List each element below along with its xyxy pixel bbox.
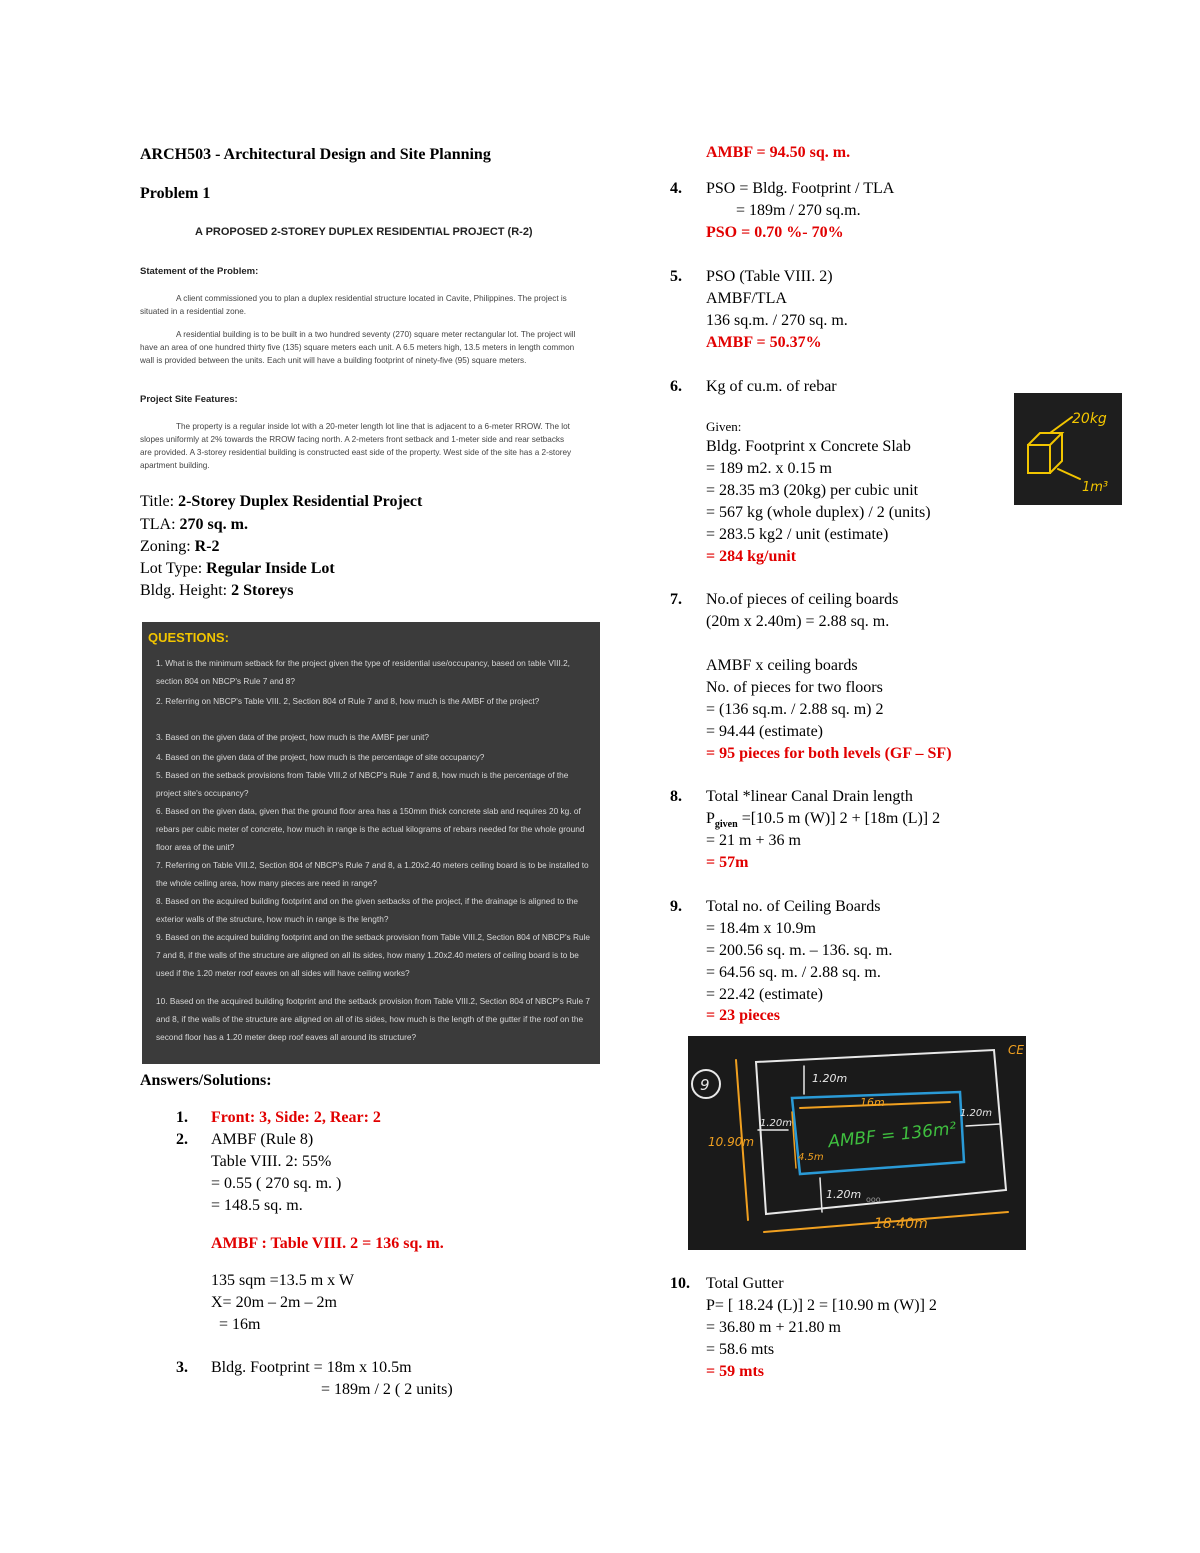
answer-5-number: 5. (670, 268, 682, 285)
ceiling-board-sketch (688, 1036, 1026, 1250)
right-setback-label: 1.20m (960, 1108, 993, 1119)
cube-front-face (1028, 445, 1050, 473)
answer-7-line: (20m x 2.40m) = 2.88 sq. m. (706, 613, 890, 630)
answer-10-line: = 58.6 mts (706, 1341, 775, 1358)
answer-9-line: Total no. of Ceiling Boards (706, 898, 881, 915)
bottom-setback-label: 1.20m (826, 1188, 862, 1201)
answer-4-line: = 189m / 270 sq.m. (736, 202, 861, 219)
problem-statement-image (140, 222, 580, 472)
answer-4-number: 4. (670, 180, 682, 197)
answer-6-line: = 28.35 m3 (20kg) per cubic unit (706, 482, 919, 499)
problem-heading: Problem 1 (140, 185, 211, 202)
bottom-setback-arrow (820, 1178, 822, 1212)
answer-10-result: = 59 mts (706, 1363, 764, 1380)
answer-6-line: = 189 m2. x 0.15 m (706, 460, 832, 477)
bottom-width-label: 18.40m (874, 1216, 928, 1232)
statement-title: A PROPOSED 2-STOREY DUPLEX RESIDENTIAL PROJECT (R-2) (195, 226, 533, 238)
cube-drawing (1014, 393, 1122, 505)
answer-7-line: = (136 sq.m. / 2.88 sq. m) 2 (706, 701, 884, 718)
answer-9-line: = 200.56 sq. m. – 136. sq. m. (706, 942, 893, 959)
answer-9-line: = 18.4m x 10.9m (706, 920, 816, 937)
answer-6-line: Bldg. Footprint x Concrete Slab (706, 438, 911, 455)
answer-5-line: 136 sq.m. / 270 sq. m. (706, 312, 848, 329)
answer-2-line: = 148.5 sq. m. (211, 1197, 303, 1214)
answer-7-line: = 94.44 (estimate) (706, 723, 823, 740)
question-6: 6. Based on the given data, given that the ground floor area has a 150mm thick concrete slab and requires 20 kg. of rebars per cubic meter of concrete, how much in range is the actual kilograms of rebars needed for the whole ground floor area of the unit? (156, 806, 585, 852)
answer-3-number: 3. (176, 1359, 188, 1376)
question-7: 7. Referring on Table VIII.2, Section 804 of NBCP's Rule 7 and 8, a 1.20x2.40 meters ceiling board is to be installed to the whole ceiling area, how many pieces are need in range? (156, 860, 589, 888)
answer-2-number: 2. (176, 1131, 188, 1148)
answer-3-line: = 189m / 2 ( 2 units) (321, 1381, 453, 1398)
question-5: 5. Based on the setback provisions from Table VIII.2 of NBCP's Rule 7 and 8, how much is the percentage of the project site's occupancy? (156, 770, 569, 798)
questions-heading: QUESTIONS: (148, 630, 229, 645)
answer-5-result: AMBF = 50.37% (706, 334, 822, 351)
answer-6-line: = 567 kg (whole duplex) / 2 (units) (706, 504, 931, 521)
question-8: 8. Based on the acquired building footprint and on the given setbacks of the project, if the drainage is aligned to the exterior walls of the structure, how much in range is the length? (156, 896, 579, 924)
question-9: 9. Based on the acquired building footprint and on the setback provision from Table VIII.2, Section 804 of NBCP's Rule 7 and 8, if the walls of the structure are aligned on all its sides, how many 1.20x2.40 meters of ceiling board is to be used if the 1.20 meter roof eaves on all sides will have ceiling works? (156, 932, 591, 978)
answer-9-line: = 64.56 sq. m. / 2.88 sq. m. (706, 964, 881, 981)
course-title: ARCH503 - Architectural Design and Site Planning (140, 146, 491, 163)
statement-paragraph-1: A client commissioned you to plan a duplex residential structure located in Cavite, Philippines. The project is situated in a residential zone. (140, 294, 567, 316)
answer-5-line: AMBF/TLA (706, 290, 787, 307)
summary-tla: TLA: 270 sq. m. (140, 516, 248, 533)
answer-2-line: AMBF (Rule 8) (211, 1131, 314, 1148)
answer-9-number: 9. (670, 898, 682, 915)
statement-heading: Statement of the Problem: (140, 266, 259, 277)
cube-top-face (1028, 433, 1062, 445)
height-label: 10.90m (708, 1135, 755, 1149)
questions-panel (142, 622, 600, 1064)
answer-7-number: 7. (670, 591, 682, 608)
board-drawing (688, 1036, 1026, 1250)
answer-6-line: = 283.5 kg2 / unit (estimate) (706, 526, 889, 543)
answer-6-result: = 284 kg/unit (706, 548, 797, 565)
answer-7-line: AMBF x ceiling boards (706, 657, 858, 674)
answer-1-result: Front: 3, Side: 2, Rear: 2 (211, 1109, 381, 1126)
answer-3-result: AMBF = 94.50 sq. m. (706, 144, 851, 161)
question-3: 3. Based on the given data of the project, how much is the AMBF per unit? (156, 732, 430, 742)
answer-7-result: = 95 pieces for both levels (GF – SF) (706, 745, 952, 762)
left-setback-label: 1.20m (760, 1118, 793, 1129)
weight-pointer (1050, 417, 1072, 433)
answer-10-line: P= [ 18.24 (L)] 2 = [10.90 m (W)] 2 (706, 1297, 937, 1314)
answer-1-number: 1. (176, 1109, 188, 1126)
inner-width-label: 16m (860, 1096, 885, 1109)
question-2: 2. Referring on NBCP's Table VIII. 2, Section 804 of Rule 7 and 8, how much is the AMBF of the project? (156, 696, 540, 706)
answer-8-line: = 21 m + 36 m (706, 832, 801, 849)
question-4: 4. Based on the given data of the project, how much is the percentage of site occupancy? (156, 752, 485, 762)
answer-10-line: Total Gutter (706, 1275, 784, 1292)
summary-title: Title: 2-Storey Duplex Residential Project (140, 493, 423, 510)
answer-8-formula: $P_{given} =[10.5$ m (W)] 2 + [18m (L)] 2 (706, 810, 941, 831)
answer-2-line: = 0.55 ( 270 sq. m. ) (211, 1175, 342, 1192)
answer-2-line: X= 20m – 2m – 2m (211, 1294, 337, 1311)
summary-zoning: Zoning: R-2 (140, 538, 220, 555)
answer-2-line: Table VIII. 2: 55% (211, 1153, 332, 1170)
right-setback-arrow (966, 1124, 1000, 1126)
answer-3-line: Bldg. Footprint = 18m x 10.5m (211, 1359, 412, 1376)
question-10: 10. Based on the acquired building footprint and the setback provision from Table VIII.2, Section 804 of NBCP's Rule 7 and 8, if the walls of the structure are aligned on all of its sides, how much is the length of the gutter if the roof on the second floor has a 1.20 meter deep roof eaves all around its structure? (156, 996, 591, 1042)
top-setback-label: 1.20m (812, 1072, 848, 1085)
question-1: 1. What is the minimum setback for the project given the type of residential use/occupancy, based on table VIII.2, section 804 on NBCP's Rule 7 and 8? (156, 658, 570, 686)
answer-4-result: PSO = 0.70 %- 70% (706, 224, 844, 241)
answer-2-line: 135 sqm =13.5 m x W (211, 1272, 354, 1289)
answer-8-line: Total *linear Canal Drain length (706, 788, 913, 805)
answer-6-given: Given: (706, 419, 742, 434)
rebar-cube-sketch (1014, 393, 1122, 505)
inner-height-label: 4.5m (798, 1152, 824, 1163)
answer-7-line: No. of pieces for two floors (706, 679, 883, 696)
corner-label: CE (1008, 1043, 1024, 1057)
summary-lot-type: Lot Type: Regular Inside Lot (140, 560, 335, 577)
answer-7-line: No.of pieces of ceiling boards (706, 591, 899, 608)
answer-4-line: PSO = Bldg. Footprint / TLA (706, 180, 895, 197)
board-tag: ooo (866, 1195, 881, 1204)
statement-paragraph-2: A residential building is to be built in a two hundred seventy (270) square meter rectangular lot. The project will have an area of one hundred thirty five (135) square meters each unit. A 6.5 meters high, 13.5 meters in length common wall is provided between the units. Each unit will have a building footprint of ninety-five (95) square meters. (140, 330, 576, 365)
problem-number-label: 9 (700, 1076, 710, 1094)
answers-heading: Answers/Solutions: (140, 1072, 272, 1089)
answer-6-number: 6. (670, 378, 682, 395)
answer-2-line: = 16m (219, 1316, 261, 1333)
answer-10-line: = 36.80 m + 21.80 m (706, 1319, 841, 1336)
answer-6-line: Kg of cu.m. of rebar (706, 378, 837, 395)
cube-volume-label: 1m³ (1082, 480, 1109, 495)
volume-pointer (1058, 469, 1080, 479)
answer-9-line: = 22.42 (estimate) (706, 986, 823, 1003)
ambf-label: AMBF = 136m² (827, 1118, 958, 1153)
answer-8-result: = 57m (706, 854, 749, 871)
answer-10-number: 10. (670, 1275, 690, 1292)
answer-2-result: AMBF : Table VIII. 2 = 136 sq. m. (211, 1235, 444, 1252)
answer-9-result: = 23 pieces (706, 1007, 780, 1024)
summary-height: Bldg. Height: 2 Storeys (140, 582, 294, 599)
cube-weight-label: 20kg (1072, 411, 1107, 427)
answer-5-line: PSO (Table VIII. 2) (706, 268, 833, 285)
site-features-heading: Project Site Features: (140, 394, 238, 405)
answer-8-number: 8. (670, 788, 682, 805)
statement-paragraph-3: The property is a regular inside lot with a 20-meter length lot line that is adjacent to a 6-meter RROW. The lot slopes uniformly at 2% towards the RROW facing north. A 2-meters front setback and 1-meter side and rear setbacks are provided. A 3-storey residential building is constructed east side of the property. West side of the site has a 2-storey apartment building. (140, 422, 572, 470)
